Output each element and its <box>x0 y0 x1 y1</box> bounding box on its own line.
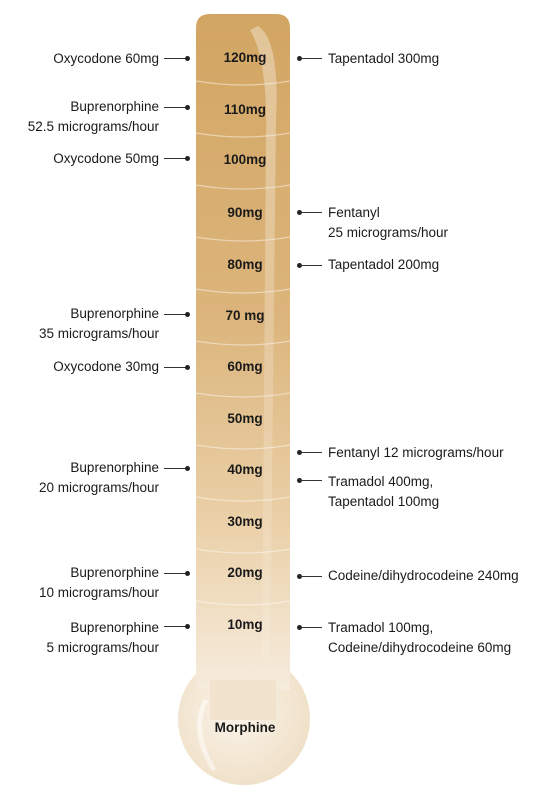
annotation-buprenorphine-5: Buprenorphine 5 micrograms/hour <box>46 620 159 655</box>
annotation-codeine-240mg: Codeine/dihydrocodeine 240mg <box>328 568 519 583</box>
tick-20mg: 20mg <box>227 565 263 580</box>
annotation-buprenorphine-35: Buprenorphine 35 micrograms/hour <box>38 306 159 341</box>
tick-90mg: 90mg <box>227 205 263 220</box>
connector-line <box>300 627 322 628</box>
annotation-fentanyl-12: Fentanyl 12 micrograms/hour <box>328 445 504 460</box>
tick-100mg: 100mg <box>223 152 267 167</box>
connector-line <box>300 576 322 577</box>
bulb-label-morphine: Morphine <box>214 720 276 735</box>
connector-dot <box>185 312 190 317</box>
connector-line <box>300 265 322 266</box>
tick-70mg: 70 mg <box>225 308 265 323</box>
tick-30mg: 30mg <box>227 514 263 529</box>
tick-110mg: 110mg <box>223 102 267 117</box>
connector-line <box>300 480 322 481</box>
tick-60mg: 60mg <box>227 359 263 374</box>
annotation-tapentadol-200mg: Tapentadol 200mg <box>328 257 440 272</box>
annotation-oxycodone-30mg: Oxycodone 30mg <box>53 359 159 374</box>
annotation-buprenorphine-52-5: Buprenorphine 52.5 micrograms/hour <box>27 99 159 134</box>
tick-40mg: 40mg <box>227 462 263 477</box>
thermometer-body <box>178 14 310 785</box>
connector-line <box>300 58 322 59</box>
annotation-buprenorphine-20: Buprenorphine 20 micrograms/hour <box>38 460 159 495</box>
tick-10mg: 10mg <box>227 617 263 632</box>
annotation-fentanyl-25: Fentanyl 25 micrograms/hour <box>328 205 449 240</box>
connector-dot <box>185 571 190 576</box>
annotation-buprenorphine-10: Buprenorphine 10 micrograms/hour <box>38 565 159 600</box>
tick-50mg: 50mg <box>227 411 263 426</box>
annotation-oxycodone-50mg: Oxycodone 50mg <box>53 151 159 166</box>
connector-dot <box>185 624 190 629</box>
connector-line <box>300 212 322 213</box>
connector-dot <box>185 105 190 110</box>
annotation-tapentadol-300mg: Tapentadol 300mg <box>328 51 440 66</box>
annotation-tramadol-100mg: Tramadol 100mg, Codeine/dihydrocodeine 60mg <box>328 620 512 655</box>
connector-dot <box>185 365 190 370</box>
annotation-tramadol-400mg: Tramadol 400mg, Tapentadol 100mg <box>328 474 440 509</box>
annotation-oxycodone-60mg: Oxycodone 60mg <box>53 51 159 66</box>
connector-line <box>300 452 322 453</box>
tick-80mg: 80mg <box>227 257 263 272</box>
connector-dot <box>185 156 190 161</box>
connector-dot <box>185 56 190 61</box>
connector-dot <box>185 466 190 471</box>
tick-120mg: 120mg <box>223 50 267 65</box>
